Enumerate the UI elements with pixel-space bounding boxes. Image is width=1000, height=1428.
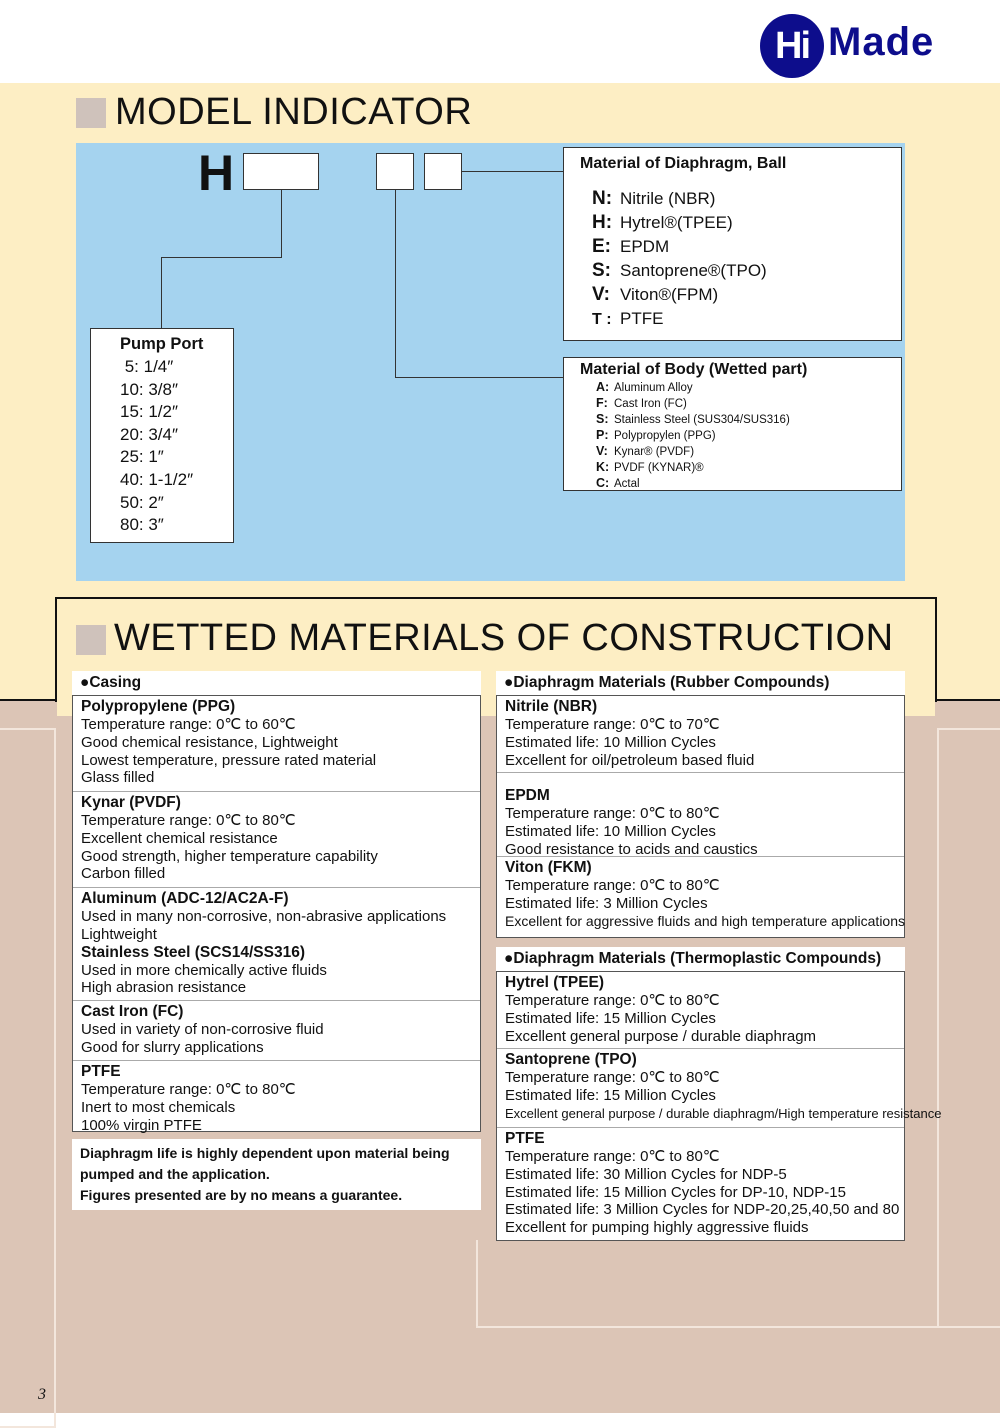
material-row bbox=[497, 972, 904, 1049]
note-line: Figures presented are by no means a guarantee. bbox=[80, 1187, 403, 1203]
diaphragm-material-box bbox=[563, 147, 902, 341]
diaphragm-code-list bbox=[592, 187, 767, 332]
diaphragm-code-item: V: Viton®(FPM) bbox=[592, 284, 719, 305]
material-detail: Temperature range: 0℃ to 80℃ bbox=[81, 1081, 296, 1098]
port-code-slot bbox=[243, 153, 319, 190]
material-detail: Temperature range: 0℃ to 80℃ bbox=[81, 812, 296, 829]
material-detail: Estimated life: 3 Million Cycles bbox=[505, 894, 708, 912]
material-row bbox=[497, 1049, 942, 1128]
note-line: Diaphragm life is highly dependent upon material being bbox=[80, 1145, 450, 1161]
material-row bbox=[497, 1128, 904, 1240]
connector-line bbox=[395, 377, 564, 378]
material-detail: Temperature range: 0℃ to 80℃ bbox=[505, 992, 720, 1009]
body-code-item: F: Cast Iron (FC) bbox=[596, 396, 687, 410]
material-name: Polypropylene (PPG) bbox=[81, 698, 236, 715]
body-code-item: S: Stainless Steel (SUS304/SUS316) bbox=[596, 412, 790, 426]
pump-port-list bbox=[120, 356, 193, 537]
material-name: Viton (FKM) bbox=[505, 859, 592, 876]
material-detail: Carbon filled bbox=[81, 865, 166, 883]
disclaimer-note bbox=[72, 1139, 481, 1210]
material-detail: Lightweight bbox=[81, 925, 157, 943]
body-code-item: V: Kynar® (PVDF) bbox=[596, 444, 695, 458]
body-code-item: K: PVDF (KYNAR)® bbox=[596, 460, 704, 474]
logo bbox=[760, 14, 975, 78]
casing-table bbox=[72, 695, 481, 1132]
body-code-slot bbox=[376, 153, 414, 190]
material-detail: Estimated life: 10 Million Cycles bbox=[505, 733, 716, 751]
material-name: Aluminum (ADC-12/AC2A-F) bbox=[81, 890, 289, 907]
model-prefix: H bbox=[198, 145, 235, 201]
material-row bbox=[73, 1061, 480, 1133]
material-detail: Estimated life: 15 Million Cycles for DP-10, NDP-15 bbox=[505, 1183, 846, 1201]
material-row bbox=[497, 696, 904, 773]
pump-port-item: 5: 1/4″ bbox=[120, 357, 174, 376]
material-detail: Excellent general purpose / durable diaphragm/High temperature resistance bbox=[505, 1105, 942, 1121]
material-detail: Temperature range: 0℃ to 70℃ bbox=[505, 716, 720, 733]
logo-text: Made bbox=[828, 20, 935, 64]
material-row bbox=[73, 888, 480, 1001]
material-detail: Good chemical resistance, Lightweight bbox=[81, 733, 338, 751]
decor-frame-left bbox=[0, 728, 56, 1428]
body-code-item: C: Actal bbox=[596, 476, 640, 490]
connector-line bbox=[161, 257, 282, 258]
connector-line bbox=[161, 257, 162, 329]
material-detail: 100% virgin PTFE bbox=[81, 1116, 202, 1134]
material-detail: Estimated life: 15 Million Cycles bbox=[505, 1009, 716, 1027]
material-name: EPDM bbox=[505, 787, 550, 804]
material-detail: Estimated life: 15 Million Cycles bbox=[505, 1086, 716, 1104]
material-detail: Excellent for aggressive fluids and high temperature applications bbox=[505, 912, 906, 929]
decor-frame-bottom bbox=[476, 1240, 938, 1328]
pump-port-item: 20: 3/4″ bbox=[120, 424, 179, 444]
body-code-list bbox=[596, 380, 790, 492]
diaphragm-box-title: Material of Diaphragm, Ball bbox=[580, 155, 787, 172]
divider bbox=[935, 699, 1000, 701]
material-detail: Used in variety of non-corrosive fluid bbox=[81, 1021, 324, 1038]
pump-port-item: 80: 3″ bbox=[120, 515, 164, 535]
material-detail: Good resistance to acids and caustics bbox=[505, 840, 758, 858]
material-detail: Temperature range: 0℃ to 80℃ bbox=[505, 877, 720, 894]
material-detail: Good strength, higher temperature capability bbox=[81, 847, 378, 865]
material-detail: Temperature range: 0℃ to 60℃ bbox=[81, 716, 296, 733]
page-number: 3 bbox=[38, 1386, 46, 1403]
pump-port-item: 15: 1/2″ bbox=[120, 402, 179, 422]
material-detail: Excellent for oil/petroleum based fluid bbox=[505, 751, 755, 769]
body-material-box bbox=[563, 357, 902, 491]
material-detail: Temperature range: 0℃ to 80℃ bbox=[505, 805, 720, 822]
diaphragm-code-item: T : PTFE bbox=[592, 309, 664, 328]
material-detail: Inert to most chemicals bbox=[81, 1098, 236, 1116]
material-detail: Estimated life: 30 Million Cycles for NDP-5 bbox=[505, 1165, 787, 1183]
section-marker bbox=[76, 98, 106, 128]
body-box-title: Material of Body (Wetted part) bbox=[580, 361, 808, 378]
diaphragm-code-item: N: Nitrile (NBR) bbox=[592, 188, 716, 209]
rubber-heading: ●Diaphragm Materials (Rubber Compounds) bbox=[496, 671, 905, 695]
pump-port-item: 10: 3/8″ bbox=[120, 379, 179, 399]
material-detail: High abrasion resistance bbox=[81, 979, 247, 997]
material-name: PTFE bbox=[505, 1130, 545, 1147]
material-detail: Good for slurry applications bbox=[81, 1038, 264, 1056]
diaphragm-code-item: E: EPDM bbox=[592, 236, 670, 257]
model-indicator-title: MODEL INDICATOR bbox=[115, 91, 473, 133]
thermoplastic-table bbox=[496, 971, 942, 1241]
material-detail: Estimated life: 3 Million Cycles for NDP-20,25,40,50 and 80 bbox=[505, 1201, 900, 1219]
decor-frame-right bbox=[937, 728, 1000, 1328]
material-name: Kynar (PVDF) bbox=[81, 794, 181, 811]
material-row bbox=[73, 696, 480, 792]
pump-port-box bbox=[90, 328, 234, 543]
body-code-item: P: Polypropylen (PPG) bbox=[596, 428, 716, 442]
material-row bbox=[497, 857, 904, 933]
diaphragm-code-item: H: Hytrel®(TPEE) bbox=[592, 212, 733, 233]
material-row bbox=[73, 1001, 480, 1061]
material-row bbox=[73, 792, 480, 888]
material-name: Cast Iron (FC) bbox=[81, 1003, 184, 1020]
material-detail: Excellent general purpose / durable diaphragm bbox=[505, 1027, 817, 1045]
body-code-item: A: Aluminum Alloy bbox=[596, 380, 693, 394]
logo-mark: Hi bbox=[760, 14, 824, 78]
material-detail: Temperature range: 0℃ to 80℃ bbox=[505, 1148, 720, 1165]
rubber-table bbox=[496, 695, 905, 938]
material-name: Nitrile (NBR) bbox=[505, 698, 598, 715]
material-detail: Excellent for pumping highly aggressive fluids bbox=[505, 1219, 809, 1237]
connector-line bbox=[281, 190, 282, 257]
material-detail: Used in many non-corrosive, non-abrasive applications bbox=[81, 908, 447, 925]
pump-port-title: Pump Port bbox=[120, 335, 204, 353]
divider bbox=[0, 699, 57, 701]
material-detail: Temperature range: 0℃ to 80℃ bbox=[505, 1069, 720, 1086]
connector-line bbox=[462, 171, 564, 172]
wetted-title: WETTED MATERIALS OF CONSTRUCTION bbox=[114, 617, 894, 659]
material-name: Stainless Steel (SCS14/SS316) bbox=[81, 943, 306, 961]
note-line: pumped and the application. bbox=[80, 1166, 270, 1182]
section-marker bbox=[76, 625, 106, 655]
material-name: PTFE bbox=[81, 1063, 121, 1080]
pump-port-item: 25: 1″ bbox=[120, 447, 164, 467]
material-detail: Glass filled bbox=[81, 769, 155, 787]
diaphragm-code-item: S: Santoprene®(TPO) bbox=[592, 260, 767, 281]
material-name: Santoprene (TPO) bbox=[505, 1051, 637, 1068]
casing-heading: ●Casing bbox=[72, 671, 481, 695]
material-detail: Estimated life: 10 Million Cycles bbox=[505, 822, 716, 840]
pump-port-item: 50: 2″ bbox=[120, 492, 164, 512]
material-row bbox=[497, 773, 904, 857]
connector-line bbox=[395, 190, 396, 377]
thermoplastic-heading: ●Diaphragm Materials (Thermoplastic Compounds) bbox=[496, 947, 905, 971]
diaphragm-code-slot bbox=[424, 153, 462, 190]
material-detail: Used in more chemically active fluids bbox=[81, 961, 327, 979]
pump-port-item: 40: 1-1/2″ bbox=[120, 469, 194, 489]
material-detail: Excellent chemical resistance bbox=[81, 829, 278, 847]
material-detail: Lowest temperature, pressure rated material bbox=[81, 751, 377, 769]
material-name: Hytrel (TPEE) bbox=[505, 974, 605, 991]
